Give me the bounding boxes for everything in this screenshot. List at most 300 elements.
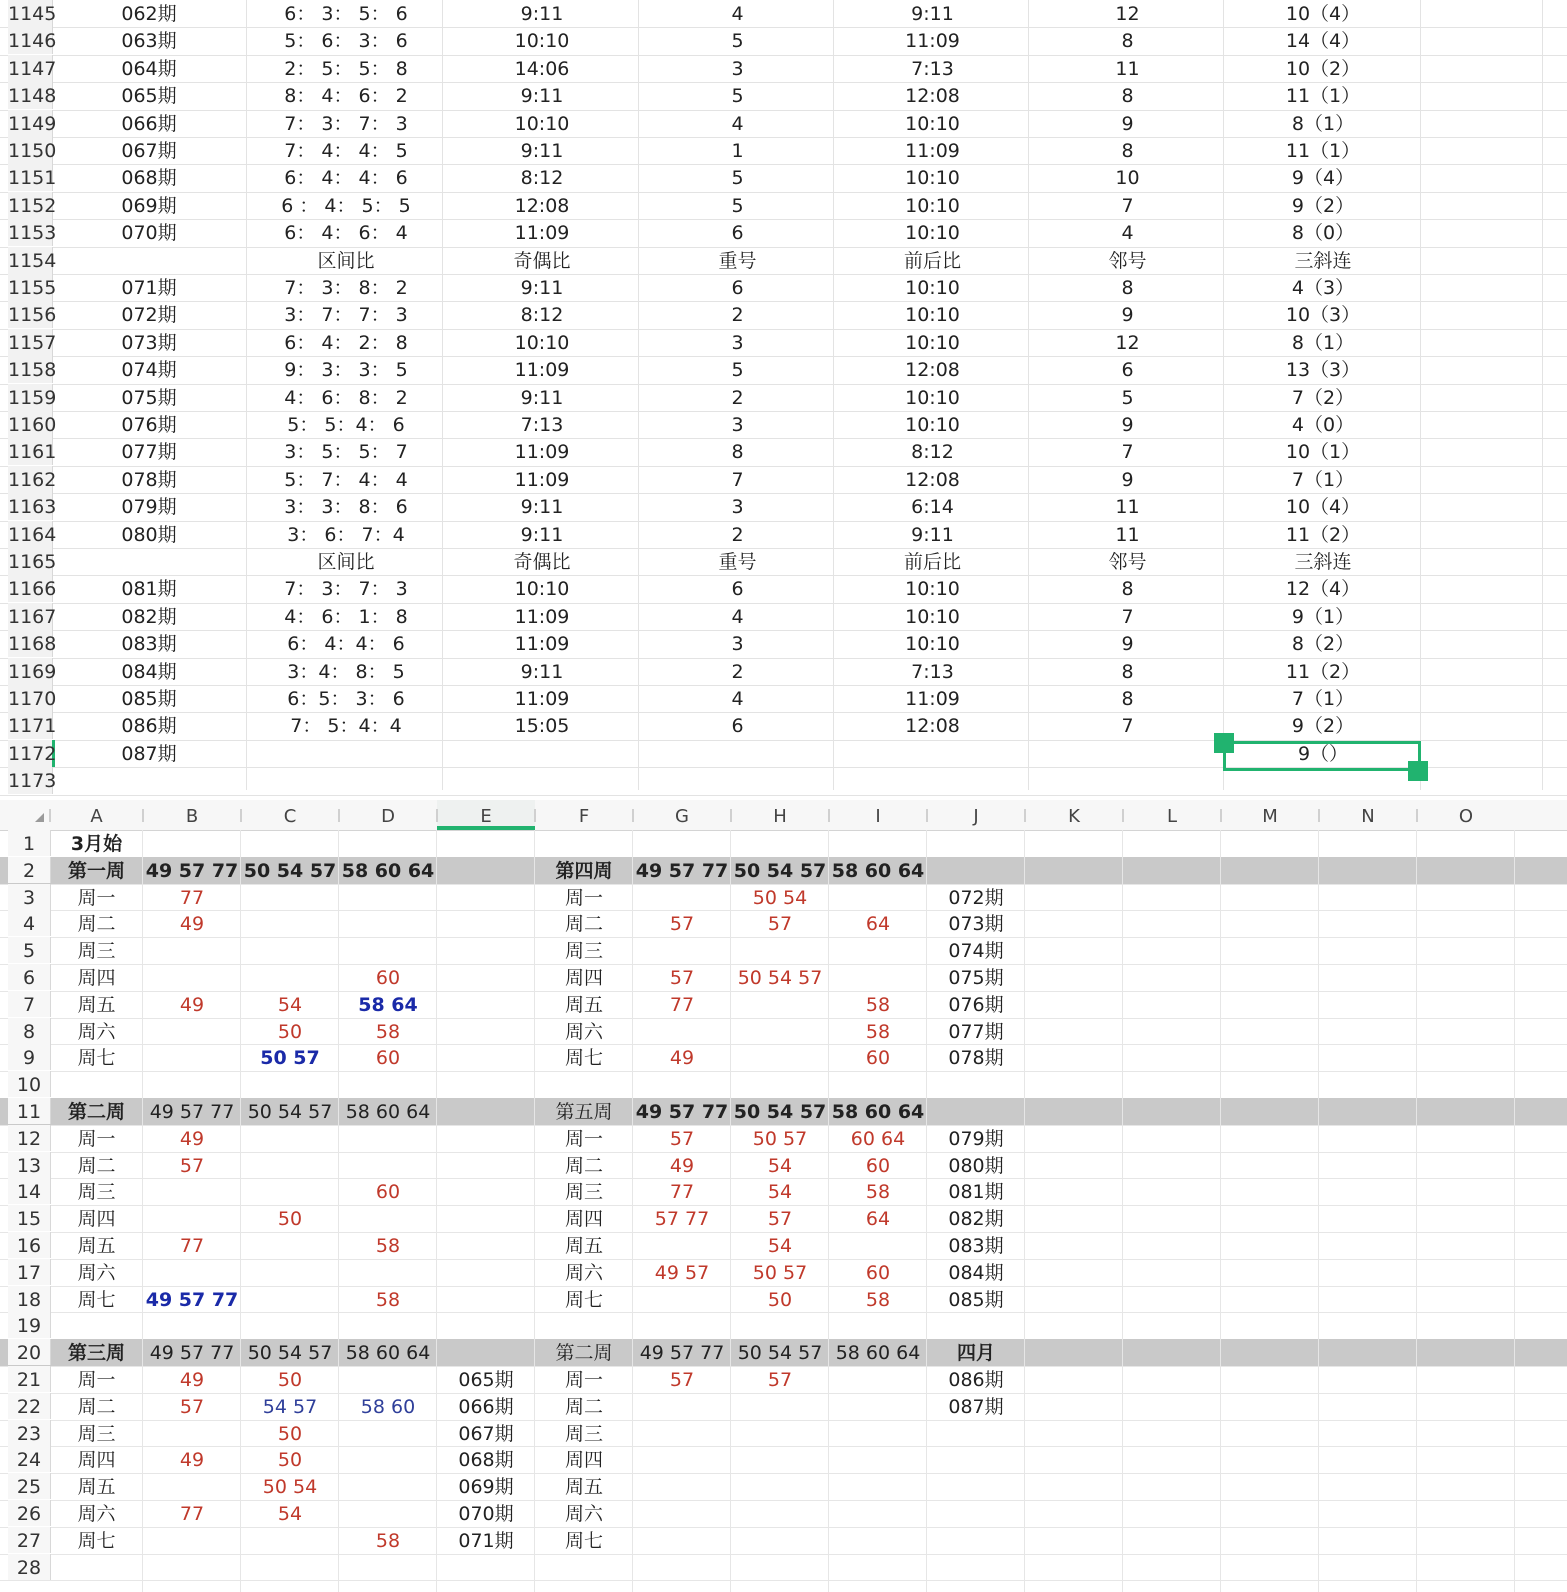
cell-odd-even-ratio[interactable]: 奇偶比 xyxy=(513,551,571,573)
cell-g12[interactable]: 57 xyxy=(669,1127,695,1150)
cell-e15[interactable] xyxy=(437,1205,535,1231)
cell-d11[interactable]: 58 60 64 xyxy=(345,1101,431,1123)
row-number[interactable]: 1 xyxy=(8,830,51,856)
cell-adjacent-count[interactable]: 6 xyxy=(1121,359,1134,382)
week-header-row[interactable] xyxy=(0,1339,1567,1367)
cell-c5[interactable] xyxy=(241,937,339,963)
cell-e23[interactable]: 067期 xyxy=(458,1422,514,1445)
cell-e9[interactable] xyxy=(437,1044,535,1070)
cell-range-ratio[interactable]: 7： 3： 7： 3 xyxy=(284,112,408,135)
cell-f8[interactable]: 周六 xyxy=(564,1020,603,1043)
cell-f27[interactable]: 周七 xyxy=(564,1529,603,1552)
column-header-k[interactable]: K xyxy=(1068,806,1080,827)
cell-j23[interactable] xyxy=(927,1420,1025,1446)
row-number[interactable]: 3 xyxy=(8,884,51,910)
cell-range-ratio[interactable]: 2： 5： 5： 8 xyxy=(284,57,408,80)
cell-repeat-count[interactable]: 6 xyxy=(731,277,744,299)
cell-a10[interactable] xyxy=(50,1071,143,1097)
cell-g22[interactable] xyxy=(633,1393,731,1419)
cell-d5[interactable] xyxy=(339,937,437,963)
cell-b28[interactable] xyxy=(143,1554,241,1580)
cell-a11[interactable]: 第二周 xyxy=(67,1101,125,1123)
cell-d15[interactable] xyxy=(339,1205,437,1231)
cell-d12[interactable] xyxy=(339,1125,437,1151)
cell-j3[interactable]: 072期 xyxy=(948,886,1004,909)
row-number[interactable]: 1163 xyxy=(8,493,53,520)
cell-period[interactable]: 075期 xyxy=(121,386,177,409)
cell-adjacent-count[interactable] xyxy=(1030,740,1225,767)
row-number[interactable]: 1173 xyxy=(8,767,53,794)
cell-c16[interactable] xyxy=(241,1232,339,1258)
cell-odd-even-ratio[interactable]: 8:12 xyxy=(520,304,564,327)
row-number[interactable]: 1170 xyxy=(8,685,53,712)
cell-b25[interactable] xyxy=(143,1473,241,1499)
cell-h23[interactable] xyxy=(731,1420,829,1446)
cell-range-ratio[interactable]: 6：5： 3： 6 xyxy=(287,688,405,710)
cell-odd-even-ratio[interactable]: 9:11 xyxy=(520,386,564,409)
cell-repeat-count[interactable]: 2 xyxy=(731,386,744,409)
table-row[interactable] xyxy=(0,82,1567,110)
cell-repeat-count[interactable]: 4 xyxy=(731,605,744,628)
table-row[interactable] xyxy=(0,1554,1567,1582)
row-number[interactable]: 1150 xyxy=(8,137,53,164)
table-row[interactable] xyxy=(0,630,1567,658)
cell-front-back-ratio[interactable]: 12:08 xyxy=(905,85,960,108)
cell-h13[interactable]: 54 xyxy=(767,1154,793,1177)
cell-e24[interactable]: 068期 xyxy=(458,1449,514,1472)
cell-repeat-count[interactable]: 6 xyxy=(731,222,744,245)
cell-triple-diagonal[interactable]: 14（4） xyxy=(1285,30,1361,53)
cell-f15[interactable]: 周四 xyxy=(564,1208,603,1231)
cell-i3[interactable] xyxy=(829,884,927,910)
cell-f1[interactable] xyxy=(535,830,633,856)
row-number[interactable]: 27 xyxy=(8,1527,51,1553)
row-number[interactable]: 7 xyxy=(8,991,51,1017)
cell-front-back-ratio[interactable]: 10:10 xyxy=(905,112,960,135)
cell-period[interactable]: 076期 xyxy=(121,414,177,436)
column-resize-handle[interactable] xyxy=(926,809,928,822)
cell-range-ratio[interactable]: 5： 7： 4： 4 xyxy=(284,468,408,491)
cell-repeat-count[interactable]: 3 xyxy=(731,633,744,656)
cell-i19[interactable] xyxy=(829,1312,927,1338)
cell-odd-even-ratio[interactable]: 11:09 xyxy=(514,633,570,656)
row-number[interactable]: 28 xyxy=(8,1554,51,1580)
column-resize-handle[interactable] xyxy=(1220,809,1222,822)
cell-triple-diagonal[interactable]: 8（0） xyxy=(1291,222,1355,245)
cell-g24[interactable] xyxy=(633,1446,731,1472)
cell-odd-even-ratio[interactable]: 11:09 xyxy=(514,222,570,245)
cell-h11[interactable]: 50 54 57 xyxy=(733,1101,827,1123)
row-number[interactable]: 1171 xyxy=(8,712,53,739)
cell-adjacent-count[interactable]: 7 xyxy=(1121,715,1134,738)
cell-period[interactable]: 081期 xyxy=(121,578,177,601)
table-row[interactable] xyxy=(0,712,1567,740)
cell-repeat-count[interactable]: 8 xyxy=(731,441,744,464)
column-header-b[interactable]: B xyxy=(185,806,199,827)
table-row[interactable] xyxy=(0,521,1567,549)
row-number[interactable]: 1172 xyxy=(8,740,55,767)
table-row[interactable] xyxy=(0,1446,1567,1474)
cell-h28[interactable] xyxy=(731,1554,829,1580)
cell-e27[interactable]: 071期 xyxy=(458,1529,514,1552)
cell-range-ratio[interactable] xyxy=(248,740,444,767)
cell-f6[interactable]: 周四 xyxy=(564,967,603,989)
column-resize-handle[interactable] xyxy=(1416,809,1418,822)
row-number[interactable]: 1154 xyxy=(8,247,53,274)
cell-front-back-ratio[interactable]: 7:13 xyxy=(911,660,954,683)
cell-d20[interactable]: 58 60 64 xyxy=(345,1342,431,1365)
cell-adjacent-count[interactable]: 邻号 xyxy=(1108,249,1147,272)
cell-adjacent-count[interactable]: 5 xyxy=(1121,386,1134,409)
cell-b24[interactable]: 49 xyxy=(179,1449,205,1472)
cell-triple-diagonal[interactable]: 三斜连 xyxy=(1294,551,1352,573)
table-row[interactable] xyxy=(0,1527,1567,1555)
row-number[interactable]: 26 xyxy=(8,1500,51,1526)
cell-i10[interactable] xyxy=(829,1071,927,1097)
row-number[interactable]: 1153 xyxy=(8,219,53,246)
row-number[interactable]: 1164 xyxy=(8,521,53,548)
cell-repeat-count[interactable]: 5 xyxy=(731,167,744,190)
table-row[interactable] xyxy=(0,575,1567,603)
cell-range-ratio[interactable]: 7： 5：4：4 xyxy=(290,715,402,738)
column-header-o[interactable]: O xyxy=(1458,806,1474,827)
cell-adjacent-count[interactable]: 9 xyxy=(1121,414,1134,436)
cell-c7[interactable]: 54 xyxy=(277,993,303,1016)
cell-triple-diagonal[interactable]: 9（） xyxy=(1297,742,1349,765)
row-number[interactable]: 1161 xyxy=(8,438,53,465)
cell-b6[interactable] xyxy=(143,964,241,990)
cell-range-ratio[interactable] xyxy=(248,767,444,794)
cell-repeat-count[interactable]: 2 xyxy=(731,304,744,327)
cell-repeat-count[interactable]: 4 xyxy=(731,688,744,710)
row-number[interactable]: 1167 xyxy=(8,603,53,630)
cell-period[interactable]: 067期 xyxy=(121,140,177,162)
cell-adjacent-count[interactable]: 7 xyxy=(1121,441,1134,464)
cell-adjacent-count[interactable]: 11 xyxy=(1115,496,1140,519)
cell-a4[interactable]: 周二 xyxy=(77,913,116,936)
cell-adjacent-count[interactable]: 11 xyxy=(1115,523,1140,546)
cell-range-ratio[interactable]: 6： 4： 6： 4 xyxy=(284,222,408,245)
cell-d10[interactable] xyxy=(339,1071,437,1097)
cell-b2[interactable]: 49 57 77 xyxy=(145,859,239,882)
cell-j1[interactable] xyxy=(927,830,1025,856)
cell-adjacent-count[interactable]: 9 xyxy=(1121,468,1134,491)
cell-c4[interactable] xyxy=(241,910,339,936)
cell-odd-even-ratio[interactable]: 12:08 xyxy=(514,194,570,217)
cell-triple-diagonal[interactable]: 11（1） xyxy=(1285,140,1361,162)
cell-e25[interactable]: 069期 xyxy=(458,1476,514,1499)
cell-i11[interactable]: 58 60 64 xyxy=(831,1101,925,1123)
cell-f18[interactable]: 周七 xyxy=(564,1288,603,1311)
cell-j25[interactable] xyxy=(927,1473,1025,1499)
cell-b22[interactable]: 57 xyxy=(179,1395,205,1418)
cell-adjacent-count[interactable]: 8 xyxy=(1121,30,1134,53)
cell-a23[interactable]: 周三 xyxy=(77,1422,116,1445)
cell-front-back-ratio[interactable]: 11:09 xyxy=(905,688,960,710)
cell-g25[interactable] xyxy=(633,1473,731,1499)
cell-h18[interactable]: 50 xyxy=(767,1288,793,1311)
cell-c10[interactable] xyxy=(241,1071,339,1097)
column-header-j[interactable]: J xyxy=(973,806,979,827)
cell-triple-diagonal[interactable]: 12（4） xyxy=(1285,578,1361,601)
row-number[interactable]: 9 xyxy=(8,1044,51,1070)
table-row[interactable] xyxy=(0,1232,1567,1260)
cell-odd-even-ratio[interactable]: 10:10 xyxy=(514,331,570,354)
cell-front-back-ratio[interactable]: 10:10 xyxy=(905,331,960,354)
cell-i21[interactable] xyxy=(829,1366,927,1392)
cell-f28[interactable] xyxy=(535,1554,633,1580)
cell-odd-even-ratio[interactable]: 9:11 xyxy=(520,660,564,683)
cell-g5[interactable] xyxy=(633,937,731,963)
column-resize-handle[interactable] xyxy=(1024,809,1026,822)
column-resize-handle[interactable] xyxy=(142,809,144,822)
column-header-h[interactable]: H xyxy=(773,806,787,827)
cell-f23[interactable]: 周三 xyxy=(564,1422,603,1445)
cell-h9[interactable] xyxy=(731,1044,829,1070)
cell-i7[interactable]: 58 xyxy=(865,993,891,1016)
cell-triple-diagonal[interactable]: 7（1） xyxy=(1291,688,1355,710)
cell-g14[interactable]: 77 xyxy=(669,1181,695,1204)
cell-b13[interactable]: 57 xyxy=(179,1154,205,1177)
cell-triple-diagonal[interactable]: 11（1） xyxy=(1285,85,1361,108)
cell-d19[interactable] xyxy=(339,1312,437,1338)
cell-f14[interactable]: 周三 xyxy=(564,1181,603,1204)
table-row[interactable] xyxy=(0,884,1567,912)
cell-i22[interactable] xyxy=(829,1393,927,1419)
cell-range-ratio[interactable]: 6： 4： 2： 8 xyxy=(284,331,408,354)
table-row[interactable] xyxy=(0,1178,1567,1206)
cell-c17[interactable] xyxy=(241,1259,339,1285)
row-number[interactable]: 13 xyxy=(8,1152,51,1178)
cell-period[interactable] xyxy=(52,548,246,575)
cell-adjacent-count[interactable]: 8 xyxy=(1121,277,1134,299)
cell-d8[interactable]: 58 xyxy=(375,1020,401,1043)
cell-j6[interactable]: 075期 xyxy=(948,967,1004,989)
cell-g18[interactable] xyxy=(633,1286,731,1312)
cell-i25[interactable] xyxy=(829,1473,927,1499)
cell-f2[interactable]: 第四周 xyxy=(555,859,613,882)
table-row[interactable] xyxy=(0,55,1567,83)
cell-triple-diagonal[interactable]: 7（2） xyxy=(1291,386,1355,409)
row-number[interactable]: 1157 xyxy=(8,329,53,356)
cell-d4[interactable] xyxy=(339,910,437,936)
cell-e10[interactable] xyxy=(437,1071,535,1097)
cell-period[interactable]: 065期 xyxy=(121,85,177,108)
cell-b18[interactable]: 49 57 77 xyxy=(145,1288,239,1311)
cell-c13[interactable] xyxy=(241,1152,339,1178)
cell-j28[interactable] xyxy=(927,1554,1025,1580)
row-number[interactable]: 16 xyxy=(8,1232,51,1258)
cell-g2[interactable]: 49 57 77 xyxy=(635,859,729,882)
cell-front-back-ratio[interactable]: 8:12 xyxy=(911,441,954,464)
cell-front-back-ratio[interactable] xyxy=(835,740,1030,767)
cell-i20[interactable]: 58 60 64 xyxy=(835,1342,921,1365)
cell-i16[interactable] xyxy=(829,1232,927,1258)
cell-front-back-ratio[interactable]: 9:11 xyxy=(911,523,954,546)
cell-g16[interactable] xyxy=(633,1232,731,1258)
cell-odd-even-ratio[interactable]: 11:09 xyxy=(514,688,570,710)
cell-d22[interactable]: 58 60 xyxy=(360,1395,416,1418)
cell-repeat-count[interactable]: 7 xyxy=(731,468,744,491)
cell-g19[interactable] xyxy=(633,1312,731,1338)
cell-repeat-count[interactable]: 5 xyxy=(731,194,744,217)
cell-triple-diagonal[interactable]: 7（1） xyxy=(1291,468,1355,491)
cell-c24[interactable]: 50 xyxy=(277,1449,303,1472)
row-number[interactable]: 11 xyxy=(8,1098,51,1124)
cell-b19[interactable] xyxy=(143,1312,241,1338)
cell-h15[interactable]: 57 xyxy=(767,1208,793,1231)
column-resize-handle[interactable] xyxy=(49,809,51,822)
cell-g1[interactable] xyxy=(633,830,731,856)
cell-range-ratio[interactable]: 6 ： 4： 5： 5 xyxy=(281,194,411,217)
cell-adjacent-count[interactable]: 4 xyxy=(1121,222,1134,245)
cell-triple-diagonal[interactable]: 8（1） xyxy=(1291,112,1355,135)
cell-h20[interactable]: 50 54 57 xyxy=(737,1342,823,1365)
cell-front-back-ratio[interactable]: 10:10 xyxy=(905,414,960,436)
row-number[interactable]: 24 xyxy=(8,1446,51,1472)
cell-front-back-ratio[interactable]: 10:10 xyxy=(905,386,960,409)
row-number[interactable]: 1146 xyxy=(8,27,53,54)
cell-h10[interactable] xyxy=(731,1071,829,1097)
cell-period[interactable]: 084期 xyxy=(121,660,177,683)
cell-adjacent-count[interactable] xyxy=(1030,767,1225,794)
cell-d23[interactable] xyxy=(339,1420,437,1446)
table-row[interactable] xyxy=(0,910,1567,938)
cell-e13[interactable] xyxy=(437,1152,535,1178)
cell-range-ratio[interactable]: 7： 4： 4： 5 xyxy=(284,140,408,162)
cell-range-ratio[interactable]: 区间比 xyxy=(317,249,375,272)
cell-h4[interactable]: 57 xyxy=(767,913,793,936)
cell-a28[interactable] xyxy=(50,1554,143,1580)
cell-range-ratio[interactable]: 3： 6： 7：4 xyxy=(287,523,405,546)
cell-d27[interactable]: 58 xyxy=(375,1529,401,1552)
cell-repeat-count[interactable]: 重号 xyxy=(718,249,757,272)
cell-repeat-count[interactable] xyxy=(640,767,835,794)
cell-e5[interactable] xyxy=(437,937,535,963)
cell-front-back-ratio[interactable]: 10:10 xyxy=(905,633,960,656)
cell-period[interactable]: 086期 xyxy=(121,715,177,738)
cell-b14[interactable] xyxy=(143,1178,241,1204)
cell-front-back-ratio[interactable]: 9:11 xyxy=(911,3,954,25)
cell-period[interactable]: 078期 xyxy=(121,468,177,491)
cell-triple-diagonal[interactable]: 13（3） xyxy=(1285,359,1361,382)
cell-h12[interactable]: 50 57 xyxy=(752,1127,808,1150)
cell-h8[interactable] xyxy=(731,1018,829,1044)
cell-front-back-ratio[interactable]: 前后比 xyxy=(903,551,961,573)
cell-j24[interactable] xyxy=(927,1446,1025,1472)
column-resize-handle[interactable] xyxy=(632,809,634,822)
cell-i17[interactable]: 60 xyxy=(865,1261,891,1284)
cell-b26[interactable]: 77 xyxy=(179,1503,205,1525)
cell-period[interactable]: 063期 xyxy=(121,30,177,53)
cell-d24[interactable] xyxy=(339,1446,437,1472)
cell-i5[interactable] xyxy=(829,937,927,963)
cell-f13[interactable]: 周二 xyxy=(564,1154,603,1177)
cell-g23[interactable] xyxy=(633,1420,731,1446)
row-number[interactable]: 18 xyxy=(8,1286,51,1312)
cell-b12[interactable]: 49 xyxy=(179,1127,205,1150)
row-number[interactable]: 1155 xyxy=(8,274,53,301)
cell-front-back-ratio[interactable]: 11:09 xyxy=(905,140,960,162)
table-row[interactable] xyxy=(0,301,1567,329)
cell-range-ratio[interactable]: 6： 4： 4： 6 xyxy=(284,167,408,190)
cell-period[interactable]: 077期 xyxy=(121,441,177,464)
table-row[interactable] xyxy=(0,137,1567,165)
cell-e3[interactable] xyxy=(437,884,535,910)
cell-j19[interactable] xyxy=(927,1312,1025,1338)
cell-c26[interactable]: 54 xyxy=(277,1503,303,1525)
table-row[interactable] xyxy=(0,548,1567,576)
week-header-row[interactable] xyxy=(0,1098,1567,1126)
cell-period[interactable]: 079期 xyxy=(121,496,177,519)
row-number[interactable]: 20 xyxy=(8,1339,51,1365)
table-row[interactable] xyxy=(0,1152,1567,1180)
cell-triple-diagonal[interactable]: 10（3） xyxy=(1285,304,1361,327)
cell-repeat-count[interactable]: 1 xyxy=(731,140,744,162)
table-row[interactable] xyxy=(0,329,1567,357)
cell-f19[interactable] xyxy=(535,1312,633,1338)
selection-handle-start[interactable] xyxy=(1214,733,1234,753)
table-row[interactable] xyxy=(0,1259,1567,1287)
cell-adjacent-count[interactable]: 8 xyxy=(1121,660,1134,683)
cell-g4[interactable]: 57 xyxy=(669,913,695,936)
cell-range-ratio[interactable]: 4： 6： 8： 2 xyxy=(284,386,408,409)
cell-b7[interactable]: 49 xyxy=(179,993,205,1016)
cell-f25[interactable]: 周五 xyxy=(564,1476,603,1499)
cell-range-ratio[interactable]: 区间比 xyxy=(317,551,375,573)
cell-odd-even-ratio[interactable]: 10:10 xyxy=(514,30,570,53)
cell-c15[interactable]: 50 xyxy=(277,1208,303,1231)
cell-b1[interactable] xyxy=(143,830,241,856)
cell-a13[interactable]: 周二 xyxy=(77,1154,116,1177)
row-number[interactable]: 6 xyxy=(8,964,51,990)
cell-a17[interactable]: 周六 xyxy=(77,1261,116,1284)
cell-adjacent-count[interactable]: 10 xyxy=(1115,167,1140,190)
column-resize-handle[interactable] xyxy=(730,809,732,822)
cell-a2[interactable]: 第一周 xyxy=(67,859,125,882)
column-resize-handle[interactable] xyxy=(436,809,438,822)
cell-g6[interactable]: 57 xyxy=(669,967,695,989)
cell-f4[interactable]: 周二 xyxy=(564,913,603,936)
cell-repeat-count[interactable]: 4 xyxy=(731,112,744,135)
table-row[interactable] xyxy=(0,438,1567,466)
cell-a20[interactable]: 第三周 xyxy=(67,1342,125,1365)
cell-b5[interactable] xyxy=(143,937,241,963)
cell-c14[interactable] xyxy=(241,1178,339,1204)
cell-e16[interactable] xyxy=(437,1232,535,1258)
cell-h21[interactable]: 57 xyxy=(767,1369,793,1391)
row-number[interactable]: 15 xyxy=(8,1205,51,1231)
cell-period[interactable] xyxy=(52,767,246,794)
cell-front-back-ratio[interactable]: 10:10 xyxy=(905,605,960,628)
table-row[interactable] xyxy=(0,1044,1567,1072)
table-row[interactable] xyxy=(0,192,1567,220)
row-number[interactable]: 1169 xyxy=(8,658,53,685)
cell-front-back-ratio[interactable]: 12:08 xyxy=(905,359,960,382)
table-row[interactable] xyxy=(0,1420,1567,1448)
cell-f10[interactable] xyxy=(535,1071,633,1097)
cell-period[interactable]: 074期 xyxy=(121,359,177,382)
column-header-g[interactable]: G xyxy=(675,806,689,827)
cell-odd-even-ratio[interactable]: 9:11 xyxy=(520,3,564,25)
column-resize-handle[interactable] xyxy=(1318,809,1320,822)
cell-triple-diagonal[interactable]: 11（2） xyxy=(1285,660,1361,683)
row-number[interactable]: 1148 xyxy=(8,82,53,109)
cell-i27[interactable] xyxy=(829,1527,927,1553)
row-number[interactable]: 8 xyxy=(8,1018,51,1044)
table-row[interactable] xyxy=(0,1018,1567,1046)
cell-b15[interactable] xyxy=(143,1205,241,1231)
